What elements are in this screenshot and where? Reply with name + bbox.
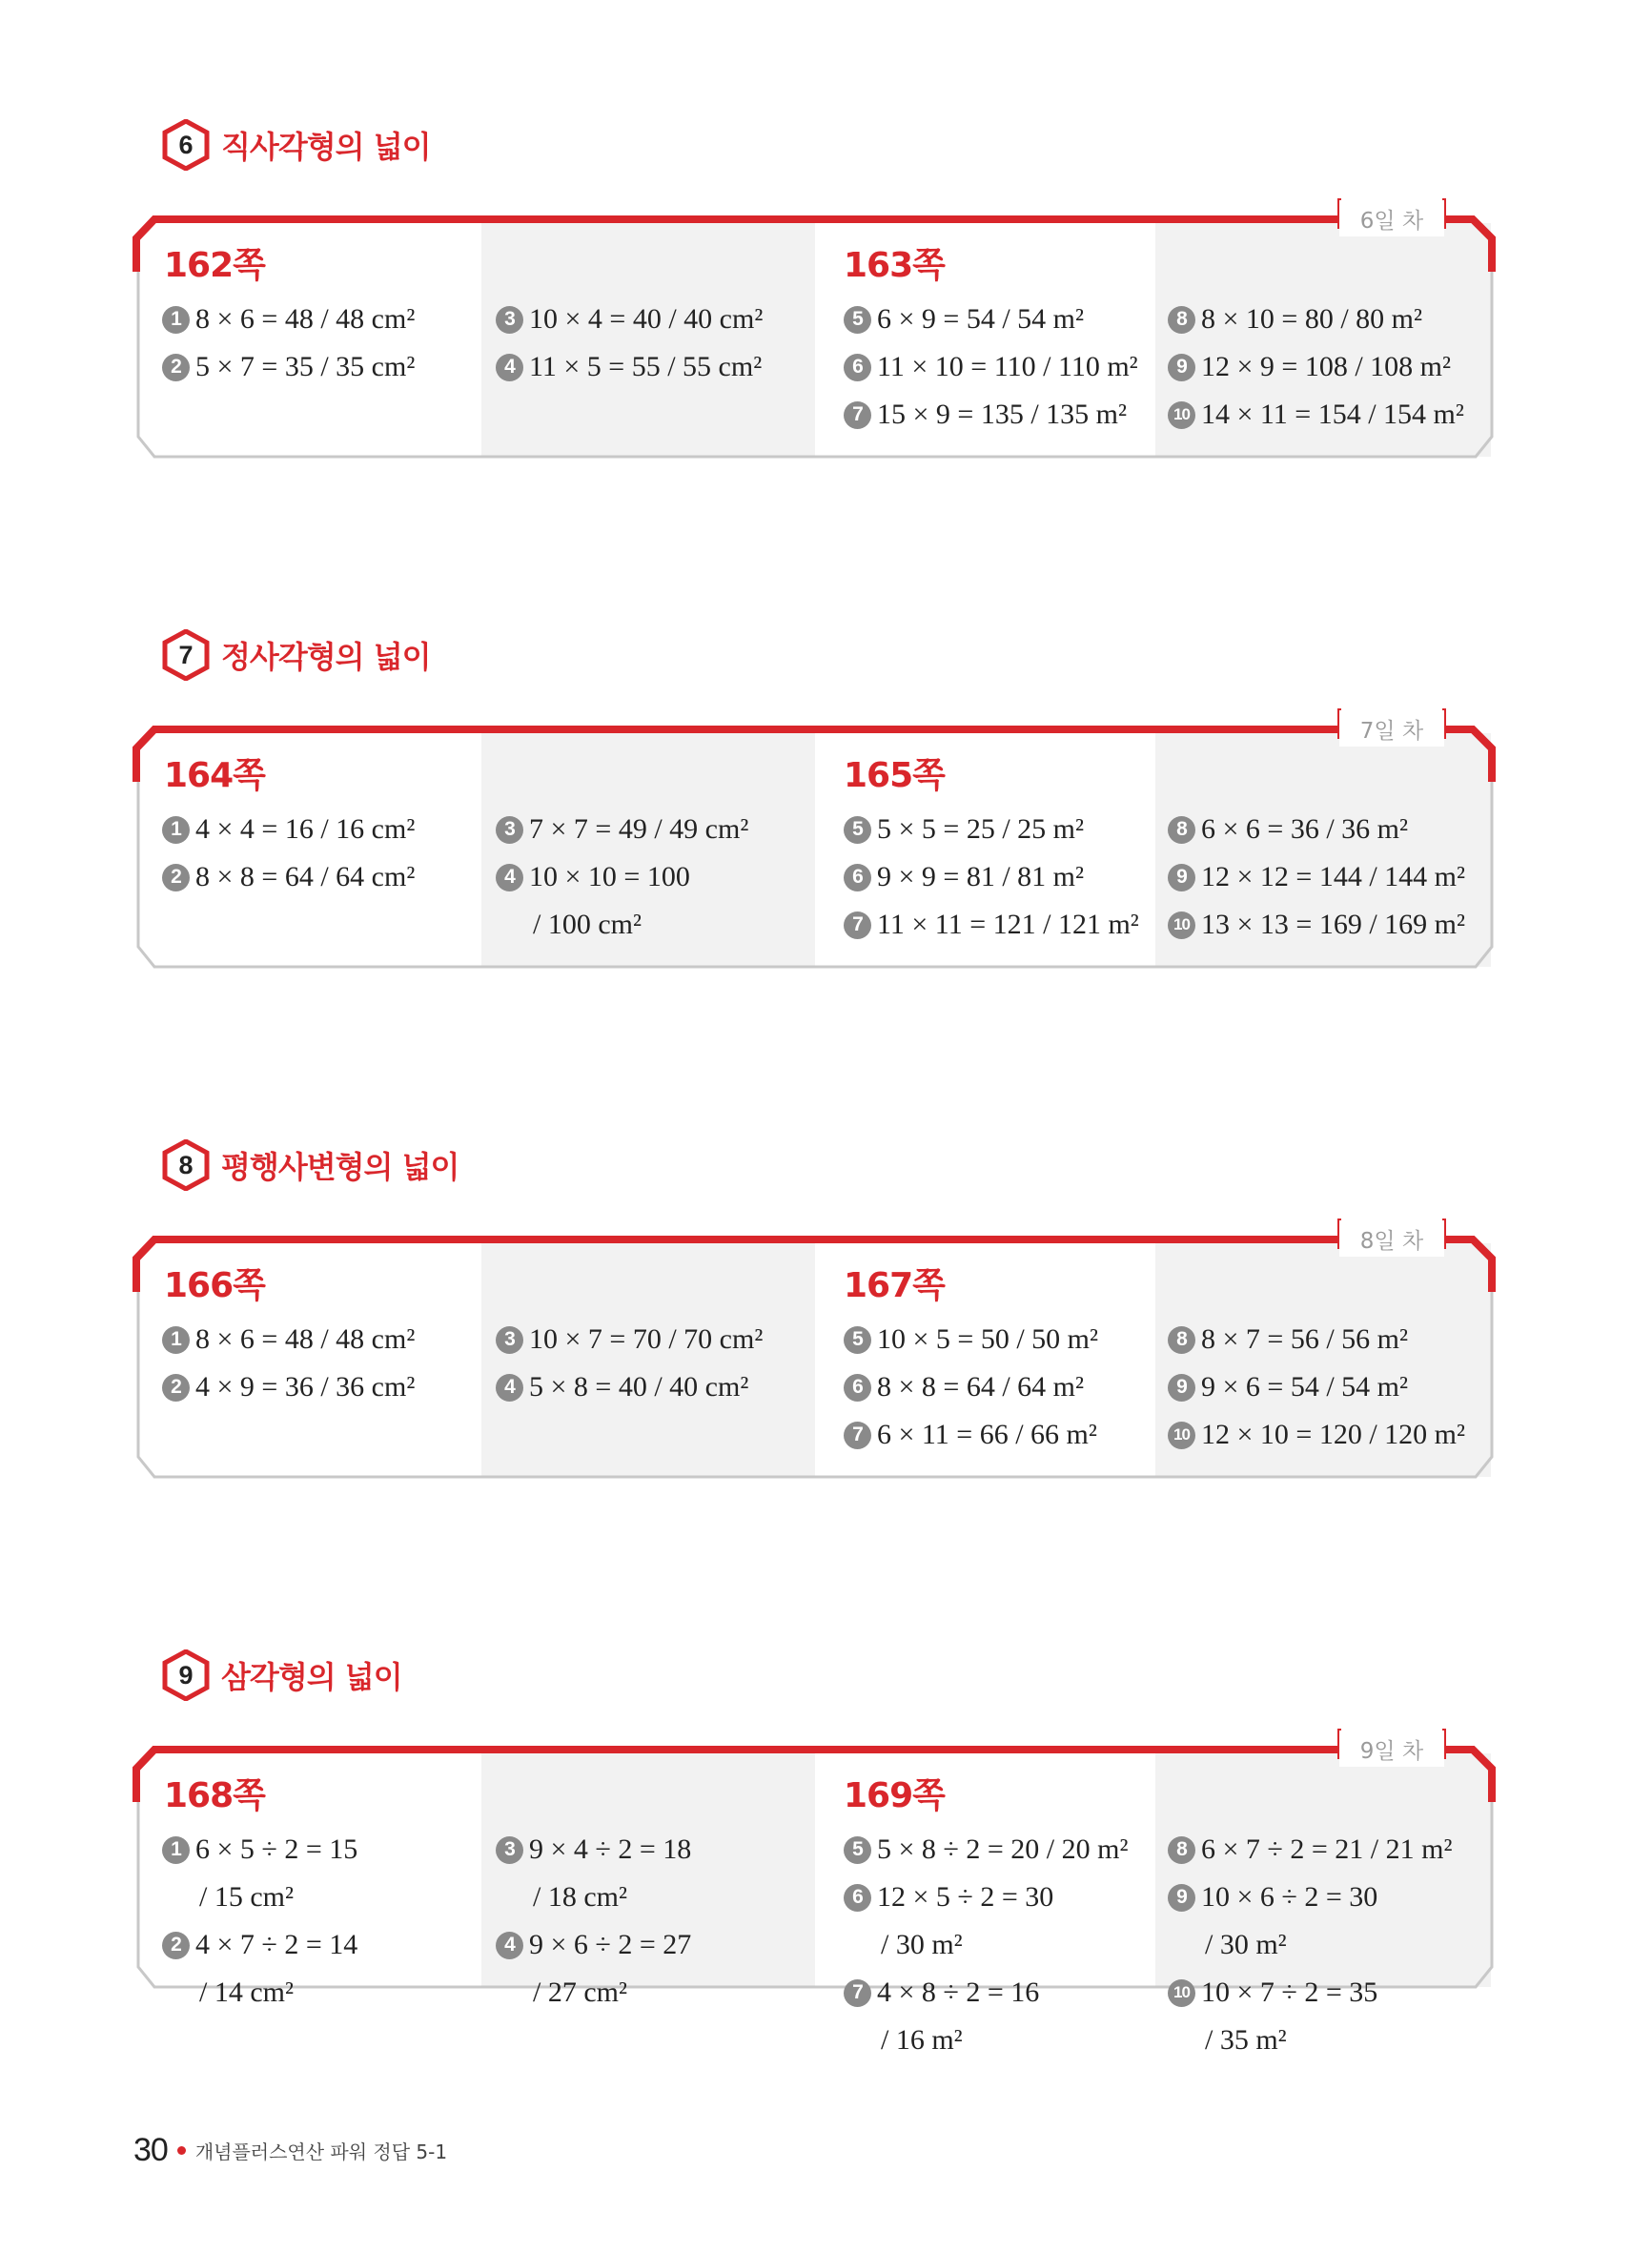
answer-section [0, 1659, 1652, 2056]
answer-text: 7 × 7 = 49 / 49 cm² [529, 813, 749, 845]
problem-number-badge: 3 [496, 1836, 523, 1864]
answer-text: 12 × 5 ÷ 2 = 30 [877, 1881, 1054, 1913]
answer-text: 8 × 10 = 80 / 80 m² [1201, 303, 1423, 335]
page-label: 163쪽 [844, 246, 945, 285]
answer-item [1168, 2017, 1452, 2064]
answer-item [496, 296, 763, 343]
hexagon-number-icon [162, 1649, 210, 1701]
answer-item [162, 343, 415, 391]
section-number: 9 [178, 1660, 194, 1690]
section-number: 7 [178, 640, 194, 669]
page-label: 162쪽 [164, 246, 265, 285]
answer-text: 10 × 7 ÷ 2 = 35 [1201, 1976, 1378, 2008]
page-number: 30 [133, 2132, 168, 2168]
answer-item [844, 1363, 1098, 1411]
problem-number-badge: 5 [844, 306, 871, 334]
answer-text: 10 × 7 = 70 / 70 cm² [529, 1323, 764, 1355]
answer-item [1168, 806, 1465, 853]
answer-item [496, 853, 748, 901]
answer-text: 4 × 4 = 16 / 16 cm² [195, 813, 416, 845]
problem-number-badge: 1 [162, 306, 190, 334]
answer-item [496, 1969, 691, 2017]
answer-item [1168, 296, 1464, 343]
answer-text: 10 × 5 = 50 / 50 m² [877, 1323, 1099, 1355]
answer-text: 12 × 10 = 120 / 120 m² [1201, 1419, 1466, 1450]
answer-text: 8 × 8 = 64 / 64 cm² [195, 861, 416, 892]
answer-item [162, 1921, 357, 1969]
answer-item [162, 1363, 415, 1411]
answer-column [496, 1826, 691, 2017]
answer-text: 12 × 9 = 108 / 108 m² [1201, 351, 1452, 382]
answer-item [496, 343, 763, 391]
problem-number-badge: 10 [1168, 911, 1195, 939]
answer-text: / 18 cm² [533, 1881, 627, 1913]
answer-text: 9 × 6 ÷ 2 = 27 [529, 1929, 692, 1960]
answer-text: / 100 cm² [533, 909, 642, 940]
problem-number-badge: 2 [162, 1374, 190, 1402]
problem-number-badge: 7 [844, 1979, 871, 2007]
section-title: 삼각형의 넓이 [221, 1659, 402, 1695]
answer-text: 15 × 9 = 135 / 135 m² [877, 399, 1128, 430]
page-label: 168쪽 [164, 1776, 265, 1815]
answer-text: 6 × 11 = 66 / 66 m² [877, 1419, 1097, 1450]
problem-number-badge: 10 [1168, 401, 1195, 429]
answer-text: 9 × 6 = 54 / 54 m² [1201, 1371, 1409, 1403]
answer-item [496, 1316, 763, 1363]
section-title: 직사각형의 넓이 [221, 129, 431, 165]
problem-number-badge: 3 [496, 816, 523, 844]
answer-item [162, 1969, 357, 2017]
page-label: 166쪽 [164, 1266, 265, 1305]
answer-text: 4 × 9 = 36 / 36 cm² [195, 1371, 416, 1403]
section-header [162, 1649, 402, 1702]
answer-column [496, 806, 748, 949]
answer-text: / 15 cm² [199, 1881, 294, 1913]
problem-number-badge: 6 [844, 1884, 871, 1912]
hexagon-number-icon [162, 1139, 210, 1191]
answer-text: 14 × 11 = 154 / 154 m² [1201, 399, 1464, 430]
answer-item [162, 806, 415, 853]
section-number: 6 [178, 130, 194, 159]
answer-text: / 16 m² [881, 2024, 963, 2056]
answer-item [1168, 391, 1464, 439]
footer-dot [177, 2146, 186, 2155]
answer-column [496, 1316, 763, 1411]
answer-item [844, 806, 1139, 853]
section-header [162, 628, 431, 682]
answer-section [0, 1149, 1652, 1545]
answer-text: 9 × 9 = 81 / 81 m² [877, 861, 1085, 892]
answer-item [844, 296, 1138, 343]
section-title: 정사각형의 넓이 [221, 639, 431, 675]
answer-item [844, 343, 1138, 391]
problem-number-badge: 2 [162, 1932, 190, 1959]
answer-column [1168, 1826, 1452, 2064]
problem-number-badge: 1 [162, 1836, 190, 1864]
answer-column [1168, 296, 1464, 439]
answer-text: 10 × 10 = 100 [529, 861, 690, 892]
problem-number-badge: 6 [844, 864, 871, 891]
answer-item [496, 1874, 691, 1921]
problem-number-badge: 10 [1168, 1979, 1195, 2007]
hexagon-number-icon [162, 119, 210, 171]
answer-text: 9 × 4 ÷ 2 = 18 [529, 1833, 692, 1865]
problem-number-badge: 1 [162, 816, 190, 844]
answer-text: 8 × 8 = 64 / 64 m² [877, 1371, 1085, 1403]
page-label: 165쪽 [844, 756, 945, 795]
problem-number-badge: 1 [162, 1326, 190, 1354]
answer-item [1168, 1969, 1452, 2017]
problem-number-badge: 7 [844, 1422, 871, 1449]
answer-item [844, 2017, 1128, 2064]
problem-number-badge: 10 [1168, 1422, 1195, 1449]
answer-item [162, 853, 415, 901]
day-label: 8일 차 [1339, 1220, 1444, 1257]
answer-item [496, 1826, 691, 1874]
answer-text: 10 × 4 = 40 / 40 cm² [529, 303, 764, 335]
section-header [162, 118, 431, 172]
answer-item [844, 901, 1139, 949]
page-label: 167쪽 [844, 1266, 945, 1305]
problem-number-badge: 4 [496, 1374, 523, 1402]
answer-text: 10 × 6 ÷ 2 = 30 [1201, 1881, 1378, 1913]
answer-text: / 30 m² [881, 1929, 963, 1960]
problem-number-badge: 4 [496, 864, 523, 891]
answer-item [844, 391, 1138, 439]
answer-text: 12 × 12 = 144 / 144 m² [1201, 861, 1466, 892]
answer-item [1168, 901, 1465, 949]
problem-number-badge: 9 [1168, 1884, 1195, 1912]
problem-number-badge: 8 [1168, 1836, 1195, 1864]
answer-item [496, 1921, 691, 1969]
problem-number-badge: 7 [844, 911, 871, 939]
answer-item [496, 806, 748, 853]
answer-item [844, 1921, 1128, 1969]
answer-item [844, 1826, 1128, 1874]
answer-text: 11 × 5 = 55 / 55 cm² [529, 351, 763, 382]
answer-column [162, 1826, 357, 2017]
section-number: 8 [178, 1150, 194, 1179]
problem-number-badge: 6 [844, 1374, 871, 1402]
answer-text: 11 × 10 = 110 / 110 m² [877, 351, 1138, 382]
answer-item [162, 1316, 415, 1363]
answer-item [1168, 343, 1464, 391]
book-title: 개념플러스연산 파워 정답 5-1 [194, 2140, 448, 2163]
problem-number-badge: 4 [496, 354, 523, 381]
answer-item [1168, 1316, 1465, 1363]
day-label: 7일 차 [1339, 710, 1444, 747]
problem-number-badge: 8 [1168, 816, 1195, 844]
page-label: 169쪽 [844, 1776, 945, 1815]
answer-text: 5 × 5 = 25 / 25 m² [877, 813, 1085, 845]
answer-column [162, 296, 415, 391]
answer-text: 5 × 8 ÷ 2 = 20 / 20 m² [877, 1833, 1129, 1865]
hexagon-number-icon [162, 629, 210, 681]
answer-section [0, 639, 1652, 1034]
answer-item [1168, 1921, 1452, 1969]
problem-number-badge: 9 [1168, 354, 1195, 381]
answer-item [844, 1969, 1128, 2017]
answer-item [162, 1826, 357, 1874]
answer-column [844, 806, 1139, 949]
answer-text: 4 × 7 ÷ 2 = 14 [195, 1929, 358, 1960]
answer-text: 6 × 9 = 54 / 54 m² [877, 303, 1085, 335]
answer-item [1168, 1411, 1465, 1459]
answer-text: / 30 m² [1205, 1929, 1287, 1960]
answer-item [1168, 853, 1465, 901]
answer-item [844, 1411, 1098, 1459]
problem-number-badge: 9 [1168, 864, 1195, 891]
problem-number-badge: 8 [1168, 306, 1195, 334]
answer-text: 6 × 6 = 36 / 36 m² [1201, 813, 1409, 845]
answer-text: 13 × 13 = 169 / 169 m² [1201, 909, 1466, 940]
problem-number-badge: 9 [1168, 1374, 1195, 1402]
answer-item [496, 1363, 763, 1411]
answer-text: 5 × 8 = 40 / 40 cm² [529, 1371, 749, 1403]
answer-column [496, 296, 763, 391]
answer-text: 8 × 6 = 48 / 48 cm² [195, 1323, 416, 1355]
answer-item [162, 296, 415, 343]
answer-text: / 35 m² [1205, 2024, 1287, 2056]
answer-column [162, 1316, 415, 1411]
problem-number-badge: 3 [496, 1326, 523, 1354]
answer-text: 8 × 6 = 48 / 48 cm² [195, 303, 416, 335]
problem-number-badge: 4 [496, 1932, 523, 1959]
answer-text: 4 × 8 ÷ 2 = 16 [877, 1976, 1040, 2008]
section-title: 평행사변형의 넓이 [221, 1149, 459, 1185]
answer-item [844, 853, 1139, 901]
answer-item [1168, 1826, 1452, 1874]
answer-text: 6 × 7 ÷ 2 = 21 / 21 m² [1201, 1833, 1453, 1865]
problem-number-badge: 3 [496, 306, 523, 334]
answer-text: 8 × 7 = 56 / 56 m² [1201, 1323, 1409, 1355]
answer-item [844, 1874, 1128, 1921]
problem-number-badge: 8 [1168, 1326, 1195, 1354]
day-label: 6일 차 [1339, 200, 1444, 236]
answer-column [1168, 806, 1465, 949]
answer-column [844, 296, 1138, 439]
answer-item [844, 1316, 1098, 1363]
answer-text: / 14 cm² [199, 1976, 294, 2008]
answer-column [844, 1826, 1128, 2064]
section-header [162, 1138, 459, 1192]
page-footer [133, 2132, 447, 2169]
problem-number-badge: 2 [162, 864, 190, 891]
page-label: 164쪽 [164, 756, 265, 795]
problem-number-badge: 5 [844, 1836, 871, 1864]
day-label: 9일 차 [1339, 1731, 1444, 1767]
problem-number-badge: 5 [844, 816, 871, 844]
answer-column [1168, 1316, 1465, 1459]
answer-text: / 27 cm² [533, 1976, 627, 2008]
answer-item [496, 901, 748, 949]
answer-section [0, 129, 1652, 524]
problem-number-badge: 5 [844, 1326, 871, 1354]
answer-column [844, 1316, 1098, 1459]
answer-item [1168, 1874, 1452, 1921]
answer-item [162, 1874, 357, 1921]
answer-column [162, 806, 415, 901]
problem-number-badge: 2 [162, 354, 190, 381]
answer-item [1168, 1363, 1465, 1411]
problem-number-badge: 7 [844, 401, 871, 429]
problem-number-badge: 6 [844, 354, 871, 381]
answer-text: 5 × 7 = 35 / 35 cm² [195, 351, 416, 382]
answer-text: 11 × 11 = 121 / 121 m² [877, 909, 1139, 940]
answer-text: 6 × 5 ÷ 2 = 15 [195, 1833, 358, 1865]
